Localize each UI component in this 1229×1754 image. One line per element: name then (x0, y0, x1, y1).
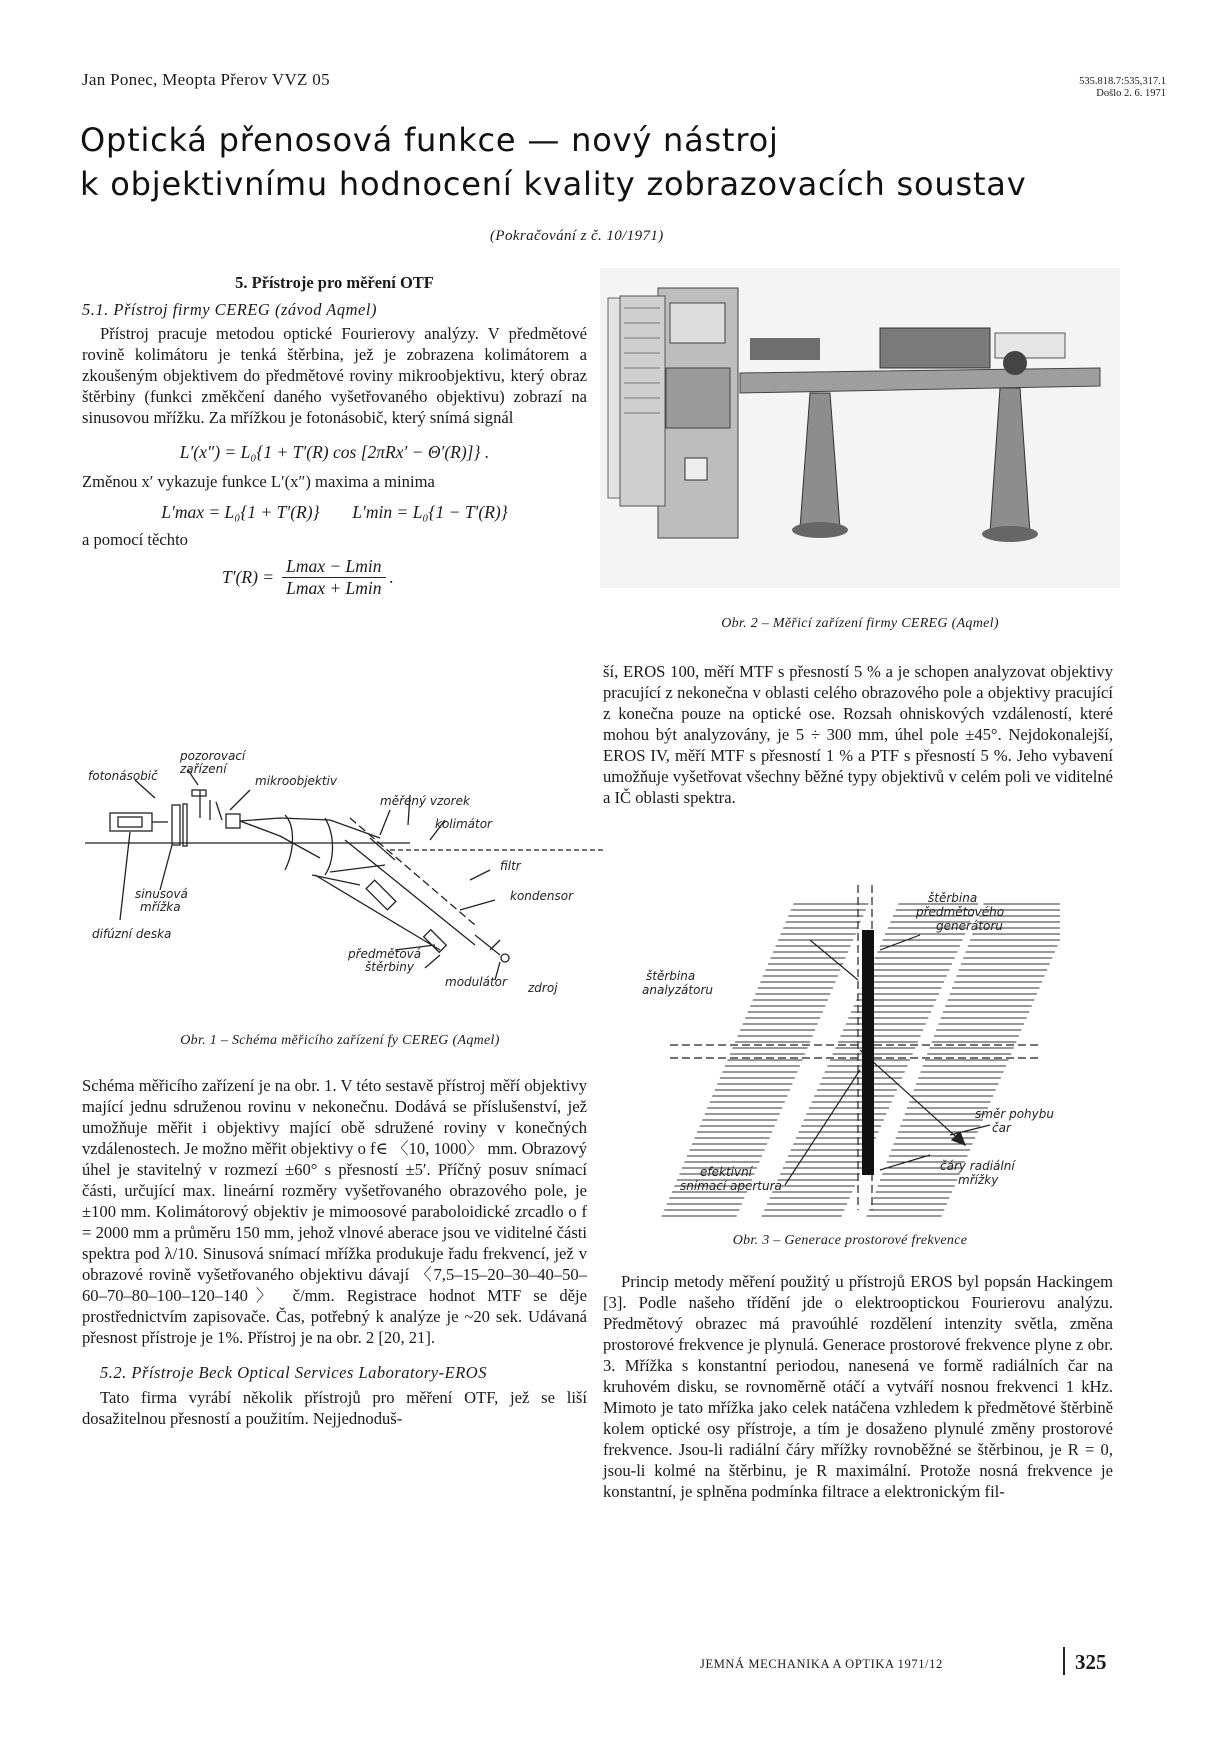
equation-lmax: L′max = L₀{1 + T′(R)} (161, 502, 320, 522)
paragraph-eros-100: ší, EROS 100, měří MTF s přesností 5 % a je schopen analyzovat objektivy pracující z nekonečna v oblasti celého obrazového pole a objektivy pracující z konečna pouze na optické ose. Rozsah ohniskových vzdáleností, které mohou být analyzovány, je 5 ÷ 300 mm, úhel pole ±45°. Nejdokonalejší, EROS IV, měří MTF s přesností 1 % a PTF s přesností 5 %. Jeho vybavení umožňuje vyšetřovat všechny běžné typy objektivů v celém poli ve viditelné a IČ oblasti spektra. (603, 662, 1113, 807)
page-number: 325 (1075, 1650, 1107, 1674)
label-slit-gen-2: předmětového (916, 905, 1005, 919)
figure-1-caption: Obr. 1 – Schéma měřicího zařízení fy CEREG (Aqmel) (180, 1033, 500, 1048)
label-direction-2: čar (992, 1121, 1011, 1135)
header-author: Jan Ponec, Meopta Přerov VVZ 05 (82, 70, 330, 89)
label-object-slit-1: předmětová (348, 947, 422, 961)
continuation-note: (Pokračování z č. 10/1971) (490, 228, 664, 244)
label-direction-1: směr pohybu (975, 1107, 1054, 1121)
udc-code: 535.818.7:535,317.1 (1079, 76, 1166, 87)
left-column-top (82, 272, 587, 599)
paragraph-maxmin: Změnou x′ vykazuje funkce L′(x″) maxima a minima (82, 472, 435, 491)
equation-signal: L′(x″) = L₀{1 + T′(R) cos [2πRx′ − Θ′(R)]} . (179, 442, 490, 462)
left-column-bottom (82, 1075, 587, 1429)
label-collimator: kolimátor (435, 817, 492, 831)
received-date: Došlo 2. 6. 1971 (1096, 88, 1166, 99)
paragraph-cereg-intro: Přístroj pracuje metodou optické Fourierovy analýzy. V předmětové rovině kolimátoru je tenká štěrbina, jež je zobrazena kolimátorem a zkoušeným objektivem do předmětové roviny mikroobjektivu, který obraz štěrbiny (funkci změkčení daného vyšetřovaného objektivu) zobrazí na sinusovou mřížku. Za mřížkou je fotonásobič, který snímá signál (82, 324, 587, 427)
equation-transfer: T′(R) = Lmax − Lmin Lmax + Lmin . (222, 556, 394, 598)
right-column-top (603, 661, 1113, 808)
paragraph-eros-principle: Princip metody měření použitý u přístrojů EROS byl popsán Hackingem [3]. Podle našeho třídění jde o elektrooptickou Fourierovu analýzu. Předmětový obrazec má pravoúhlé rozdělení intenzity světla, změna prostorové frekvence je plynulá. Generace prostorové frekvence plyne z obr. 3. Mřížka s konstantní periodou, nanesená ve formě radiálních čar na kruhovém disku, se rovnoměrně otáčí a vytváří nosnou frekvenci 1 kHz. Mimoto je tato mřížka jako celek natáčena vzhledem k předmětové štěrbině kolem optické osy přístroje, a tím je dosaženo plynulé změny prostorové frekvence. Jsou-li radiální čáry mřížky rovnoběžné se štěrbinou, je R = 0, jsou-li kolmé na štěrbinu, je R maximální. Protože nosná frekvence je konstantní, je splněna podmínka filtrace a elektronickým fil- (603, 1272, 1113, 1501)
label-slit-an-1: štěrbina (646, 969, 696, 983)
header-meta (1040, 76, 1166, 100)
label-effective-1: efektivní (700, 1165, 753, 1179)
equation-transfer-denominator: Lmax + Lmin (286, 578, 382, 598)
label-radial-2: mřížky (958, 1173, 999, 1187)
equation-lmin: L′min = L₀{1 − T′(R)} (352, 502, 508, 522)
label-sine-grating-2: mřížka (140, 900, 181, 914)
figure-3-caption: Obr. 3 – Generace prostorové frekvence (732, 1233, 968, 1248)
equation-maxmin (82, 502, 587, 523)
figure-2-caption: Obr. 2 – Měřicí zařízení firmy CEREG (Aqmel) (721, 616, 999, 631)
label-slit-gen-1: štěrbina (928, 891, 978, 905)
label-diffuse-plate: difúzní deska (92, 927, 172, 941)
label-sine-grating-1: sinusová (135, 887, 188, 901)
footer-divider (1063, 1647, 1065, 1675)
section-5-heading: 5. Přístroje pro měření OTF (235, 273, 434, 292)
label-slit-an-2: analyzátoru (642, 983, 713, 997)
footer-journal: JEMNÁ MECHANIKA A OPTIKA 1971/12 (700, 1657, 943, 1671)
title-line-1: Optická přenosová funkce — nový nástroj (80, 121, 779, 159)
label-object-slit-2: štěrbiny (365, 960, 414, 974)
label-filter: filtr (500, 859, 521, 873)
label-condenser: kondensor (510, 889, 574, 903)
paragraph-eros-intro: Tato firma vyrábí několik přístrojů pro měření OTF, jež se liší dosažitelnou přesností a použitím. Nejjednoduš- (82, 1388, 587, 1428)
label-microobjective: mikroobjektiv (255, 774, 338, 788)
title-line-2: k objektivnímu hodnocení kvality zobrazovacích soustav (80, 165, 1027, 203)
label-effective-2: snímací apertura (680, 1179, 782, 1193)
figure-1-schematic (80, 740, 610, 1000)
label-slit-gen-3: generátoru (936, 919, 1003, 933)
label-photomultiplier: fotonásobič (88, 769, 158, 783)
equation-transfer-numerator: Lmax − Lmin (282, 556, 385, 578)
label-viewing-2: zařízení (180, 762, 227, 776)
right-column-bottom (603, 1271, 1113, 1502)
paragraph-using: a pomocí těchto (82, 530, 188, 549)
label-radial-1: čáry radiální (940, 1159, 1015, 1173)
label-source: zdroj (528, 981, 558, 995)
paragraph-cereg-details: Schéma měřicího zařízení je na obr. 1. V této sestavě přístroj měří objektivy mající jednu sdruženou rovinu v nekonečnu. Dodává se příslušenství, jež umožňuje měřit i objektivy mající obě sdružené roviny v konečných vzdálenostech. Je možno měřit objektivy o f∈ 〈10, 1000〉 mm. Obrazový úhel je stavitelný v rozmezí ±60° s přesností ±5′. Příčný posuv snímací části, určující max. lineární rozměry vyšetřovaného obrazového pole, je ±100 mm. Kolimátorový objektiv je mimoosové paraboloidické zrcadlo o f = 2000 mm a průměru 150 mm, jehož vlnové aberace jsou ve viditelné části spektra pod λ/10. Sinusová snímací mřížka produkuje řadu frekvencí, jež v obrazové rovině vyšetřovaného objektivu dávají 〈7,5–15–20–30–40–50–60–70–80–100–120–140〉 č/mm. Registrace hodnot MTF se děje prostřednictvím zapisovače. Čas, potřebný k analýze je ~20 sek. Udávaná přesnost přístroje je 1%. Přístroj je na obr. 2 [20, 21]. (82, 1076, 587, 1347)
equation-transfer-lhs: T′(R) = (222, 567, 275, 587)
figure-2-photo (600, 268, 1120, 588)
label-sample: měřený vzorek (380, 794, 470, 808)
label-modulator: modulátor (445, 975, 507, 989)
figure-3-diagram (640, 880, 1060, 1220)
article-title (80, 118, 1080, 206)
section-5-1-heading: 5.1. Přístroj firmy CEREG (závod Aqmel) (82, 300, 377, 319)
label-viewing-1: pozorovací (180, 749, 246, 763)
section-5-2-heading: 5.2. Přístroje Beck Optical Services Laboratory-EROS (100, 1363, 487, 1382)
